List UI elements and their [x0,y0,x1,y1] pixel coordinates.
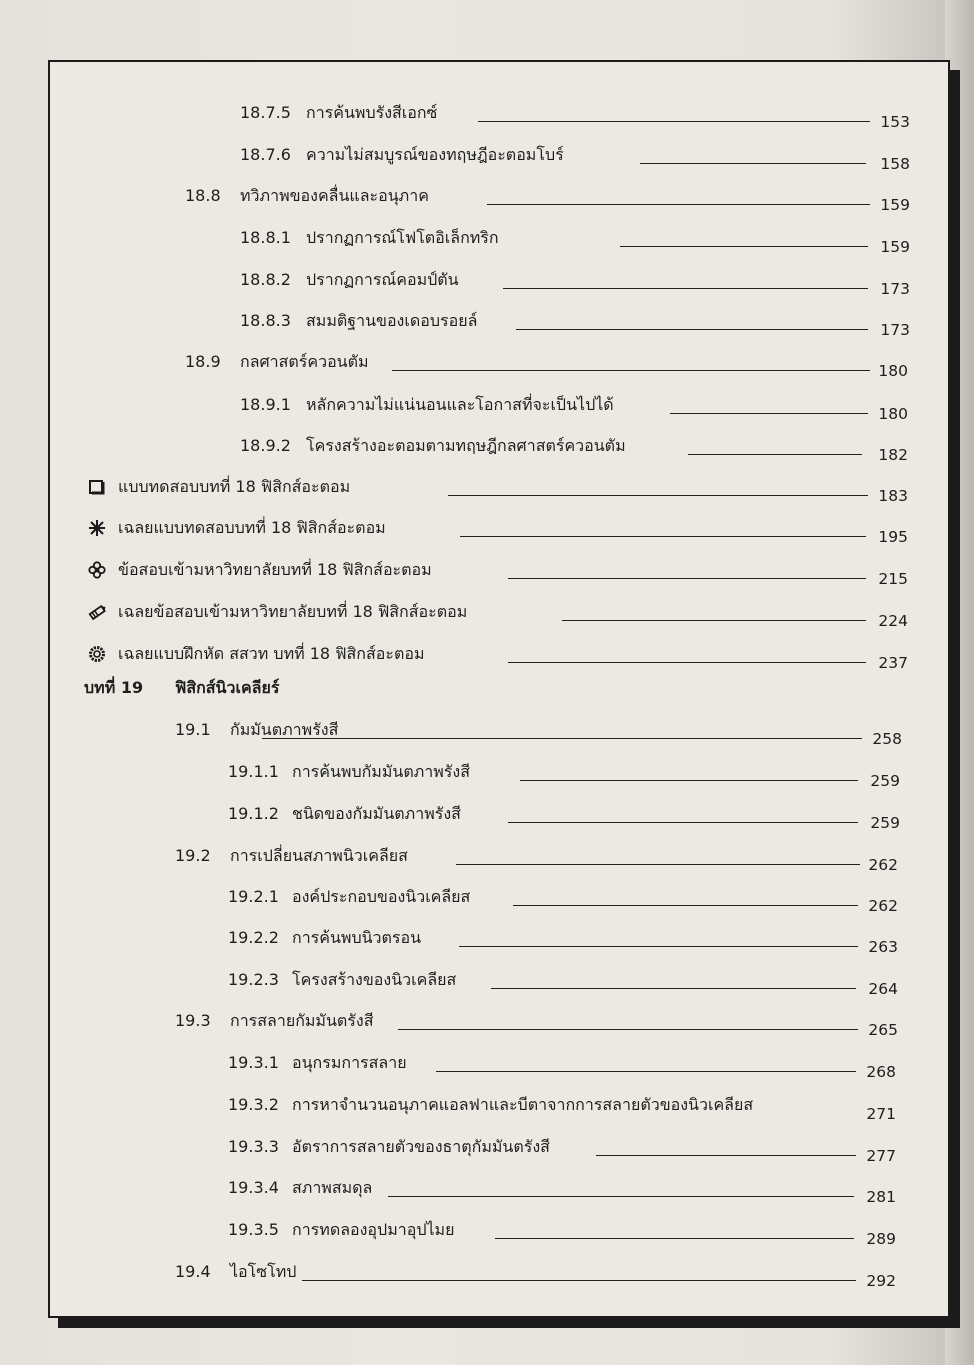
section-number: 19.2.1 [228,887,279,906]
section-number: 19.3 [175,1011,211,1030]
toc-entry [0,1220,940,1250]
toc-entry [0,103,940,133]
leader-line [487,204,870,205]
page-number: 159 [880,196,910,214]
page-number: 159 [880,238,910,256]
leader-line [520,780,858,781]
page-number: 277 [866,1147,896,1165]
section-title: สภาพสมดุล [292,1178,373,1197]
toc-entry [0,1178,940,1208]
section-title: ทวิภาพของคลื่นและอนุภาค [240,186,429,205]
page-number: 153 [880,113,910,131]
pencil-icon [88,603,106,621]
toc-entry [0,804,940,834]
leader-line [460,536,866,537]
section-title: อัตราการสลายตัวของธาตุกัมมันตรังสี [292,1137,550,1156]
section-title: ความไม่สมบูรณ์ของทฤษฎีอะตอมโบร์ [306,145,564,164]
section-title: หลักความไม่แน่นอนและโอกาสที่จะเป็นไปได้ [306,395,614,414]
leader-line [562,620,866,621]
leader-line [670,413,868,414]
page-number: 259 [870,814,900,832]
leader-line [688,454,862,455]
toc-entry [0,1262,940,1292]
page-number: 259 [870,772,900,790]
section-title: การค้นพบนิวตรอน [292,928,422,947]
section-title: โครงสร้างของนิวเคลียส [292,970,457,989]
page-number: 268 [866,1063,896,1081]
leader-line [392,370,870,371]
section-title: องค์ประกอบของนิวเคลียส [292,887,471,906]
section-title: การเปลี่ยนสภาพนิวเคลียส [230,846,408,865]
page-number: 237 [878,654,908,672]
section-number: 19.1 [175,720,211,739]
section-title: ข้อสอบเข้ามหาวิทยาลัยบทที่ 18 ฟิสิกส์อะตอม [118,560,432,579]
section-title: ปรากฏการณ์โฟโตอิเล็กทริก [306,228,499,247]
section-title: สมมติฐานของเดอบรอยล์ [306,311,478,330]
section-number: 18.7.6 [240,145,291,164]
leader-line [640,163,866,164]
leader-line [478,121,870,122]
toc-entry [0,145,940,175]
page-number: 262 [868,897,898,915]
leader-line [596,1155,856,1156]
section-number: 18.8 [185,186,221,205]
section-number: 18.7.5 [240,103,291,122]
section-title: อนุกรมการสลาย [292,1053,407,1072]
section-title: ไอโซโทป [230,1262,297,1281]
toc-entry [0,352,940,382]
page-number: 289 [866,1230,896,1248]
section-title: โครงสร้างอะตอมตามทฤษฎีกลศาสตร์ควอนตัม [306,436,626,455]
section-number: 19.3.5 [228,1220,279,1239]
toc-entry [0,1095,940,1125]
section-number: 18.8.2 [240,270,291,289]
section-number: 19.2.2 [228,928,279,947]
section-title: การหาจำนวนอนุภาคแอลฟาและบีตาจากการสลายตัวของนิวเคลียส [292,1095,754,1114]
toc-entry [0,928,940,958]
toc-entry [0,311,940,341]
section-title: การค้นพบกัมมันตภาพรังสี [292,762,470,781]
toc-entry [0,720,940,750]
toc-entry [0,436,940,466]
leader-line [388,1196,854,1197]
toc-entry [0,887,940,917]
toc-entry [0,1011,940,1041]
chapter-heading [0,678,940,708]
leader-line [436,1071,856,1072]
page-number: 262 [868,856,898,874]
toc-entry [0,1053,940,1083]
page-number: 195 [878,528,908,546]
page-number: 258 [872,730,902,748]
page-number: 265 [868,1021,898,1039]
section-title: การค้นพบรังสีเอกซ์ [306,103,438,122]
page-number: 271 [866,1105,896,1123]
page-number: 224 [878,612,908,630]
leader-line [448,495,868,496]
toc-entry [0,970,940,1000]
leader-line [302,1280,856,1281]
section-title: กลศาสตร์ควอนตัม [240,352,369,371]
page-number: 173 [880,280,910,298]
section-number: 19.3.3 [228,1137,279,1156]
page-number: 263 [868,938,898,956]
leader-line [508,578,866,579]
page-number: 281 [866,1188,896,1206]
page-number: 173 [880,321,910,339]
page-number: 182 [878,446,908,464]
section-title: ปรากฏการณ์คอมป์ตัน [306,270,459,289]
page-number: 183 [878,487,908,505]
toc-entry [0,762,940,792]
section-number: 19.1.2 [228,804,279,823]
section-title: กัมมันตภาพรังสี [230,720,339,739]
section-number: 18.8.1 [240,228,291,247]
page-number: 264 [868,980,898,998]
toc-entry [0,846,940,876]
leader-line [491,988,856,989]
section-number: 19.2.3 [228,970,279,989]
leader-line [456,864,860,865]
section-number: 19.3.4 [228,1178,279,1197]
section-title: ฟิสิกส์นิวเคลียร์ [175,678,280,697]
leader-line [262,738,862,739]
section-number: 19.4 [175,1262,211,1281]
leader-line [513,905,858,906]
section-number: 19.3.2 [228,1095,279,1114]
page-number: 215 [878,570,908,588]
flower-icon [88,561,106,579]
section-number: บทที่ 19 [84,678,144,697]
leader-line [516,329,868,330]
toc-entry [0,395,940,425]
toc-entry [0,186,940,216]
section-number: 19.2 [175,846,211,865]
checkbox-icon [88,478,106,496]
section-title: การทดลองอุปมาอุปไมย [292,1220,455,1239]
gear-icon [88,645,106,663]
page-number: 180 [878,362,908,380]
section-title: เฉลยข้อสอบเข้ามหาวิทยาลัยบทที่ 18 ฟิสิกส์อะตอม [118,602,468,621]
toc-entry [0,602,940,632]
section-title: เฉลยแบบทดสอบบทที่ 18 ฟิสิกส์อะตอม [118,518,386,537]
section-number: 18.9.1 [240,395,291,414]
section-title: ชนิดของกัมมันตภาพรังสี [292,804,461,823]
leader-line [508,662,866,663]
section-title: เฉลยแบบฝึกหัด สสวท บทที่ 18 ฟิสิกส์อะตอม [118,644,425,663]
section-number: 18.8.3 [240,311,291,330]
section-number: 19.3.1 [228,1053,279,1072]
snowflake-icon [88,519,106,537]
toc-entry [0,228,940,258]
leader-line [503,288,868,289]
leader-line [508,822,858,823]
leader-line [495,1238,854,1239]
toc-entry [0,644,940,674]
toc-entry [0,560,940,590]
section-number: 19.1.1 [228,762,279,781]
page-number: 292 [866,1272,896,1290]
page-number: 158 [880,155,910,173]
section-number: 18.9 [185,352,221,371]
section-title: การสลายกัมมันตรังสี [230,1011,374,1030]
page-number: 180 [878,405,908,423]
section-number: 18.9.2 [240,436,291,455]
leader-line [459,946,858,947]
toc-entry [0,270,940,300]
leader-line [398,1029,858,1030]
toc-entry [0,1137,940,1167]
section-title: แบบทดสอบบทที่ 18 ฟิสิกส์อะตอม [118,477,351,496]
toc-entry [0,518,940,548]
leader-line [620,246,868,247]
toc-entry [0,477,940,507]
